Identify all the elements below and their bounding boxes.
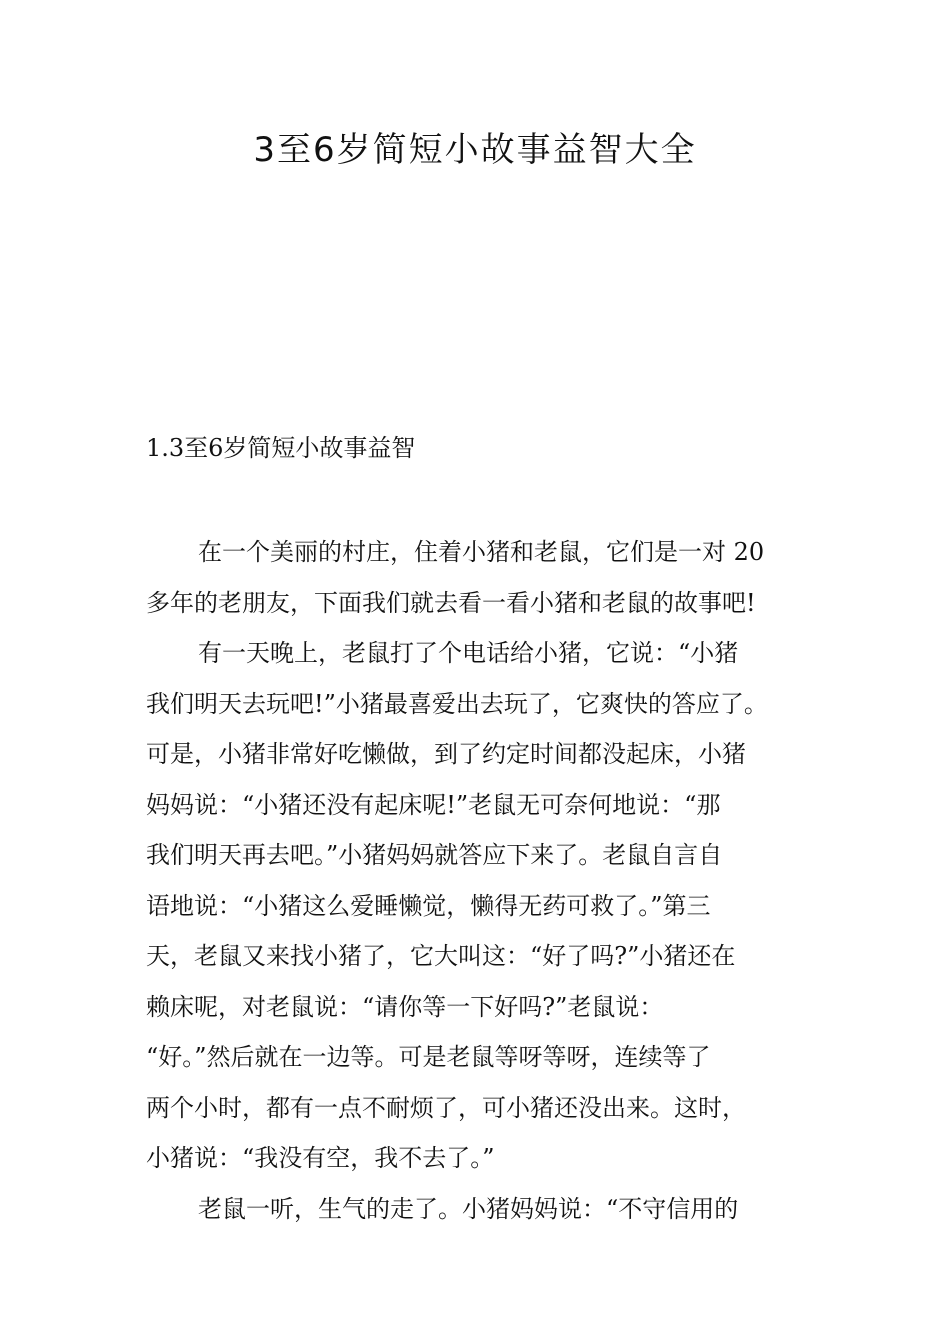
page-title: 3至6岁简短小故事益智大全 (253, 130, 697, 170)
paragraph-line: 我们明天再去吧。”小猪妈妈就答应下来了。老鼠自言自 (146, 841, 723, 869)
paragraph-line: 小猪说：“我没有空，我不去了。” (146, 1144, 495, 1172)
story-body (146, 527, 818, 1234)
paragraph-line: 妈妈说：“小猪还没有起床呢!”老鼠无可奈何地说：“那 (146, 790, 721, 819)
section-heading: 1.3至6岁简短小故事益智 (146, 434, 416, 462)
paragraph-line: 我们明天去玩吧!”小猪最喜爱出去玩了，它爽快的答应了。 (146, 689, 768, 718)
paragraph-line: 语地说：“小猪这么爱睡懒觉，懒得无药可救了。”第三 (146, 891, 711, 920)
paragraph-line: 可是，小猪非常好吃懒做，到了约定时间都没起床，小猪 (146, 740, 746, 768)
paragraph-line: 有一天晚上，老鼠打了个电话给小猪，它说：“小猪 (198, 639, 739, 667)
paragraph-line: 赖床呢，对老鼠说：“请你等一下好吗?”老鼠说： (146, 992, 664, 1021)
paragraph-line: 天，老鼠又来找小猪了，它大叫这：“好了吗?”小猪还在 (146, 942, 736, 970)
paragraph-line: 在一个美丽的村庄，住着小猪和老鼠，它们是一对 20 (198, 538, 765, 566)
paragraph-line: 多年的老朋友，下面我们就去看一看小猪和老鼠的故事吧! (146, 588, 756, 617)
paragraph-line: 老鼠一听，生气的走了。小猪妈妈说：“不守信用的 (198, 1194, 739, 1223)
paragraph-line: “好。”然后就在一边等。可是老鼠等呀等呀，连续等了 (146, 1043, 711, 1071)
paragraph-line: 两个小时，都有一点不耐烦了，可小猪还没出来。这时， (146, 1093, 746, 1122)
